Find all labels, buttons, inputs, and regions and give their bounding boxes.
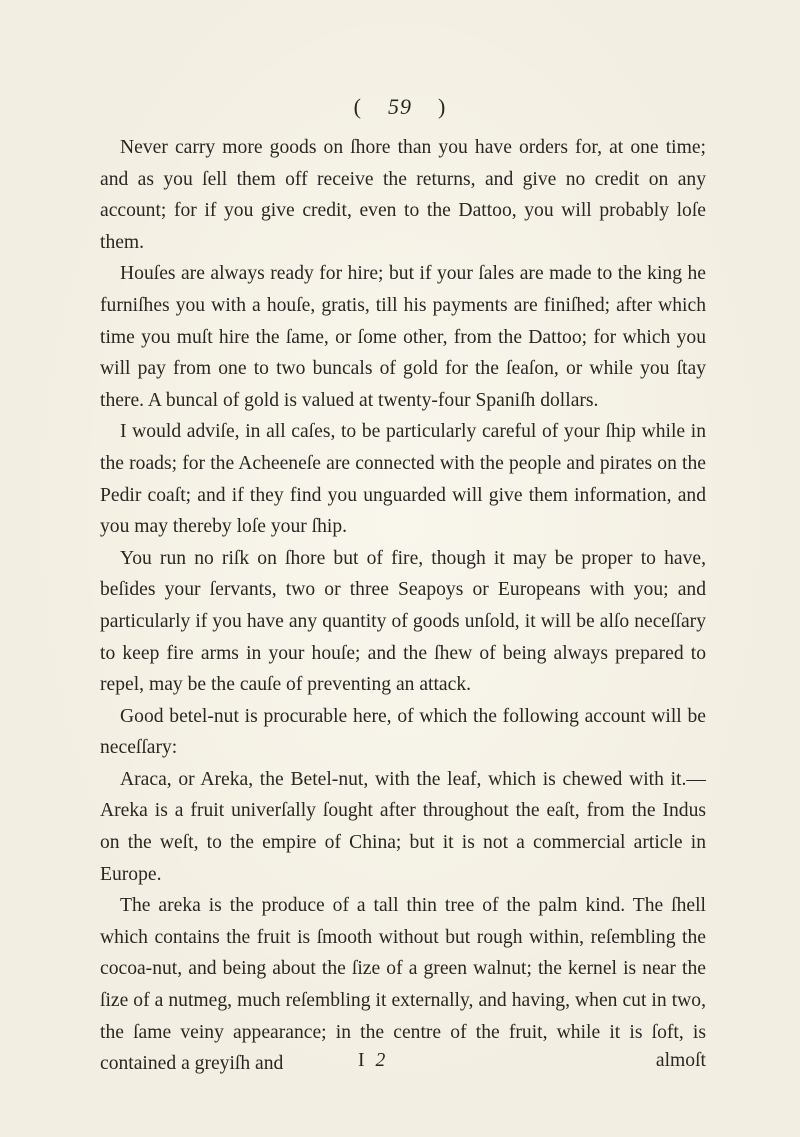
signature-number: 2 bbox=[375, 1050, 389, 1071]
signature-letter: I bbox=[358, 1050, 368, 1071]
paragraph-betel-nut-intro: Good betel-nut is procurable here, of which the following account will be neceſſary: bbox=[100, 705, 706, 759]
header-close-paren: ) bbox=[438, 94, 447, 119]
page-header bbox=[0, 94, 800, 120]
paragraph-goods-on-shore: Never carry more goods on ſhore than you have orders for, at one time; and as you ſell them off receive the returns, and give no credit on any account; for if you give credit, even to the Dattoo, you will probably loſe them. bbox=[100, 137, 706, 253]
page-number: 59 bbox=[388, 94, 412, 119]
header-open-paren: ( bbox=[353, 94, 362, 119]
paragraph-ship-in-roads: I would adviſe, in all caſes, to be particularly careful of your ſhip while in the roads; for the Acheeneſe are connected with the people and pirates on the Pedir coaſt; and if they find you unguarded will give them information, and you may thereby loſe your ſhip. bbox=[100, 421, 706, 538]
paragraph-areka-definition: Araca, or Areka, the Betel-nut, with the leaf, which is chewed with it.—Areka is a fruit univerſally ſought after throughout the eaſt, from the Indus on the weſt, to the empire of China; but it is not a commercial article in Europe. bbox=[100, 768, 706, 885]
paragraph-areka-description: The areka is the produce of a tall thin tree of the palm kind. The ſhell which contains the fruit is ſmooth without but rough within, reſembling the cocoa-nut, and being about the ſize of a green walnut; the kernel is near the ſize of a nutmeg, much reſembling it externally, and having, when cut in two, the ſame veiny appearance; in the centre of the fruit, while it is ſoft, is contained a greyiſh and bbox=[100, 895, 706, 1075]
paragraph-houses-for-hire: Houſes are always ready for hire; but if your ſales are made to the king he furniſhes you with a houſe, gratis, till his payments are finiſhed; after which time you muſt hire the ſame, or ſome other, from the Dattoo; for which you will pay from one to two buncals of gold for the ſeaſon, or while you ſtay there. A buncal of gold is valued at twenty-four Spaniſh dollars. bbox=[100, 263, 706, 411]
catchword: almoſt bbox=[655, 1050, 706, 1071]
page-footer bbox=[100, 1050, 706, 1082]
paragraph-risk-of-fire: You run no riſk on ſhore but of fire, though it may be proper to have, beſides your ſervants, two or three Seapoys or Europeans with you; and particularly if you have any quantity of goods unſold, it will be alſo neceſſary to keep fire arms in your houſe; and the ſhew of being always prepared to repel, may be the cauſe of preventing an attack. bbox=[100, 547, 706, 696]
signature-mark bbox=[358, 1050, 388, 1072]
body-text bbox=[100, 132, 706, 1080]
